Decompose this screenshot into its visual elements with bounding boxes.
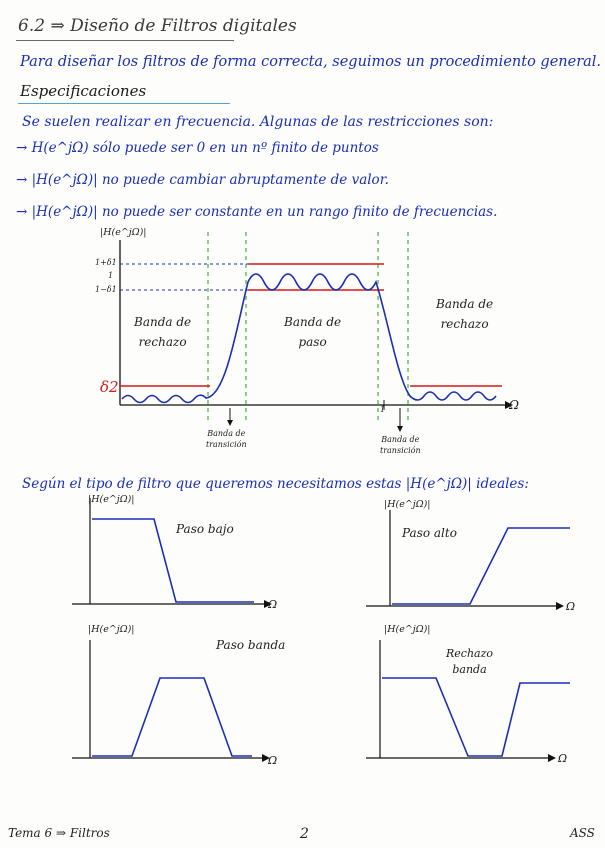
bandreject-name: Rechazo banda xyxy=(446,647,494,676)
plot-low-pass xyxy=(72,498,272,608)
bandreject-x-label: Ω xyxy=(558,752,568,765)
bandpass-x-label: Ω xyxy=(268,754,278,767)
lowpass-y-label: |H(e^jΩ)| xyxy=(88,494,135,505)
tick-1: 1 xyxy=(108,271,114,280)
spec-bullet-3: → |H(e^jΩ)| no puede ser constante en un rango finito de frecuencias. xyxy=(16,204,498,220)
lowpass-name: Paso bajo xyxy=(176,522,234,536)
transition-label-right: Banda de transición xyxy=(380,435,421,455)
ideal-intro: Según el tipo de filtro que queremos necesitamos estas |H(e^jΩ)| ideales: xyxy=(22,476,529,492)
intro-text: Para diseñar los filtros de forma correcta, seguimos un procedimiento general. xyxy=(20,54,602,70)
plot-high-pass xyxy=(366,510,570,610)
section-heading: Especificaciones xyxy=(20,82,147,100)
highpass-x-label: Ω xyxy=(566,600,576,613)
x-tick-1: 1 xyxy=(380,405,386,414)
highpass-y-label: |H(e^jΩ)| xyxy=(384,499,431,510)
tick-1-plus: 1+δ1 xyxy=(95,258,117,267)
bandreject-y-label: |H(e^jΩ)| xyxy=(384,624,431,635)
tick-1-minus: 1−δ1 xyxy=(95,285,117,294)
region-reject-left: Banda de rechazo xyxy=(134,315,192,349)
bandpass-y-label: |H(e^jΩ)| xyxy=(88,624,135,635)
transition-arrow-left xyxy=(227,420,233,426)
bandpass-name: Paso banda xyxy=(216,638,286,652)
highpass-name: Paso alto xyxy=(402,526,457,540)
footer-initials: ASS xyxy=(570,826,595,840)
page-title: 6.2 ⇒ Diseño de Filtros digitales xyxy=(18,16,297,36)
region-reject-right: Banda de rechazo xyxy=(436,297,494,331)
page-number: 2 xyxy=(300,826,309,842)
specs-intro: Se suelen realizar en frecuencia. Algunas de las restricciones son: xyxy=(22,114,494,130)
spec-bullet-2: → |H(e^jΩ)| no puede cambiar abruptamente de valor. xyxy=(16,172,389,188)
main-x-label: Ω xyxy=(509,398,519,412)
region-pass: Banda de paso xyxy=(284,315,342,349)
transition-arrow-right xyxy=(397,426,403,432)
footer-topic: Tema 6 ⇒ Filtros xyxy=(8,826,110,840)
main-y-label: |H(e^jΩ)| xyxy=(100,227,147,238)
lowpass-x-label: Ω xyxy=(268,598,278,611)
transition-label-left: Banda de transición xyxy=(206,429,247,449)
tick-delta2: δ2 xyxy=(100,378,119,396)
spec-bullet-1: → H(e^jΩ) sólo puede ser 0 en un nº finito de puntos xyxy=(16,140,379,156)
plot-band-pass xyxy=(72,640,270,762)
